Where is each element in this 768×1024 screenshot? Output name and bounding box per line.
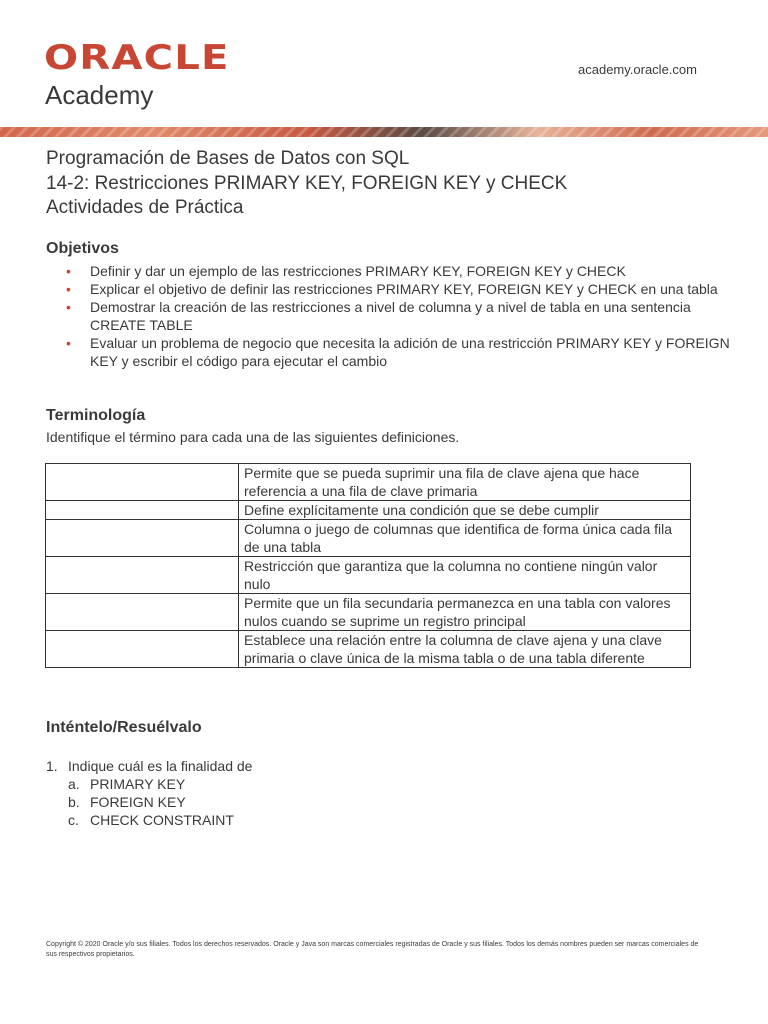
bullet-icon: • — [66, 281, 71, 297]
term-answer-cell[interactable] — [46, 501, 239, 520]
terminology-intro: Identifique el término para cada una de las siguientes definiciones. — [46, 429, 460, 445]
terminology-heading: Terminología — [46, 407, 146, 424]
objective-item: • Explicar el objetivo de definir las restricciones PRIMARY KEY, FOREIGN KEY y CHECK en una tabla — [66, 281, 718, 297]
definition-cell: Restricción que garantiza que la columna no contiene ningún valor nulo — [239, 557, 691, 594]
question-subitem — [46, 793, 252, 811]
objective-item: • Evaluar un problema de negocio que necesita la adición de una restricción PRIMARY KEY y FOREIGN KEY y escribir el código para ejecutar el cambio — [66, 335, 730, 369]
academy-logo-text: Academy — [45, 80, 154, 110]
table-row — [46, 594, 691, 631]
objective-item: • Definir y dar un ejemplo de las restricciones PRIMARY KEY, FOREIGN KEY y CHECK — [66, 263, 626, 279]
tryit-heading: Inténtelo/Resuélvalo — [46, 719, 202, 736]
term-answer-cell[interactable] — [46, 631, 239, 668]
subitem-text: PRIMARY KEY — [90, 776, 186, 792]
course-title: Programación de Bases de Datos con SQL — [46, 148, 410, 169]
lesson-title: 14-2: Restricciones PRIMARY KEY, FOREIGN KEY y CHECK — [46, 173, 568, 194]
subitem-text: CHECK CONSTRAINT — [90, 812, 234, 828]
subitem-letter: a. — [68, 776, 80, 792]
question-subitem — [46, 811, 252, 829]
term-answer-cell[interactable] — [46, 464, 239, 501]
question-item — [46, 757, 252, 775]
table-row — [46, 501, 691, 520]
objectives-list — [46, 262, 736, 370]
definition-cell: Permite que se pueda suprimir una fila de clave ajena que hace referencia a una fila de clave primaria — [239, 464, 691, 501]
header-banner-pattern — [0, 127, 768, 137]
table-row — [46, 631, 691, 668]
objectives-heading: Objetivos — [46, 240, 119, 257]
term-answer-cell[interactable] — [46, 594, 239, 631]
table-row — [46, 520, 691, 557]
term-answer-cell[interactable] — [46, 520, 239, 557]
table-row — [46, 464, 691, 501]
question-number: 1. — [46, 758, 58, 774]
table-row — [46, 557, 691, 594]
site-url: academy.oracle.com — [578, 62, 697, 77]
definition-cell: Columna o juego de columnas que identifica de forma única cada fila de una tabla — [239, 520, 691, 557]
copyright-footer: Copyright © 2020 Oracle y/o sus filiales. Todos los derechos reservados. Oracle y Java son marcas comerciales registradas de Oracle y sus filiales. Todos los demás nombres pueden ser marcas comerciales de sus respectivos propietarios. — [46, 941, 699, 958]
question-text: Indique cuál es la finalidad de — [68, 758, 253, 774]
bullet-icon: • — [66, 299, 71, 315]
bullet-icon: • — [66, 263, 71, 279]
question-list — [46, 757, 252, 829]
oracle-logo: ORACLE — [44, 38, 230, 78]
definition-cell: Define explícitamente una condición que se debe cumplir — [239, 501, 691, 520]
activity-title: Actividades de Práctica — [46, 197, 244, 218]
definition-cell: Permite que un fila secundaria permanezca en una tabla con valores nulos cuando se suprime un registro principal — [239, 594, 691, 631]
subitem-letter: c. — [68, 812, 79, 828]
subitem-text: FOREIGN KEY — [90, 794, 186, 810]
definition-cell: Establece una relación entre la columna de clave ajena y una clave primaria o clave única de la misma tabla o de una tabla diferente — [239, 631, 691, 668]
terminology-table — [45, 463, 691, 668]
objective-item: • Demostrar la creación de las restricciones a nivel de columna y a nivel de tabla en una sentencia CREATE TABLE — [66, 299, 691, 333]
bullet-icon: • — [66, 335, 71, 351]
term-answer-cell[interactable] — [46, 557, 239, 594]
subitem-letter: b. — [68, 794, 80, 810]
question-subitem — [46, 775, 252, 793]
